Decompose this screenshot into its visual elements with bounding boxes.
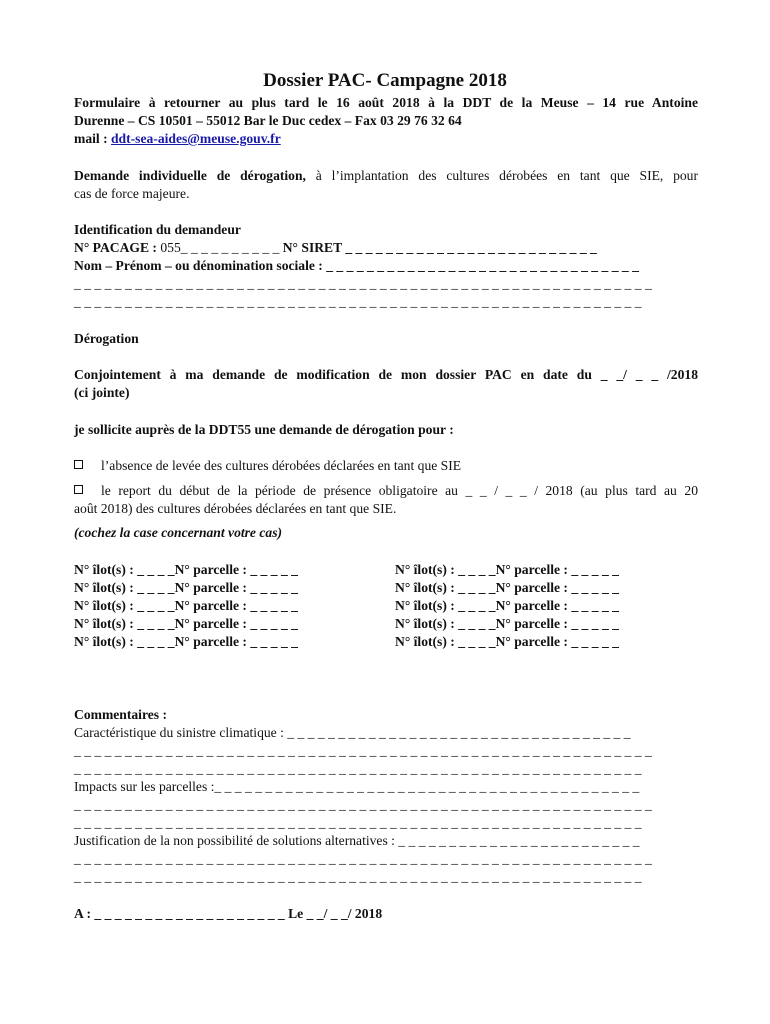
parcel-row[interactable]: N° îlot(s) : _ _ _ _N° parcelle : _ _ _ _ _: [74, 616, 298, 631]
option-report-line-2: août 2018) des cultures dérobées déclarées en tant que SIE.: [74, 501, 397, 516]
request-line-2: cas de force majeure.: [74, 186, 190, 201]
sinistre-field[interactable]: Caractéristique du sinistre climatique : _ _ _ _ _ _ _ _ _ _ _ _ _ _ _ _ _ _ _ _ _ _ _ _ _ _ _ _ _ _ _ _ _ _: [74, 725, 631, 740]
request-line-1: [74, 167, 698, 185]
header-mail-line: [74, 130, 281, 148]
parcel-column-right: [395, 561, 619, 651]
parcel-row[interactable]: N° îlot(s) : _ _ _ _N° parcelle : _ _ _ _ _: [395, 562, 619, 577]
request-text: à l’implantation des cultures dérobées en tant que SIE, pour: [305, 168, 699, 183]
parcel-row[interactable]: N° îlot(s) : _ _ _ _N° parcelle : _ _ _ _ _: [74, 580, 298, 595]
joint-line-2: (ci jointe): [74, 385, 130, 400]
option-report-label: le report du début de la période de présence obligatoire au _ _ / _ _ / 2018 (au plus tard au 20: [101, 483, 698, 498]
justification-fill-line-1[interactable]: _ _ _ _ _ _ _ _ _ _ _ _ _ _ _ _ _ _ _ _ _ _ _ _ _ _ _ _ _ _ _ _ _ _ _ _ _ _ _ _ _ _ _ _ _ _ _ _ _ _ _ _ _ _ _ _ _: [74, 851, 652, 866]
name-field[interactable]: Nom – Prénom – ou dénomination sociale : _ _ _ _ _ _ _ _ _ _ _ _ _ _ _ _ _ _ _ _ _ _ _ _ _ _ _ _ _ _ _: [74, 258, 639, 273]
solicit-line: je sollicite auprès de la DDT55 une demande de dérogation pour :: [74, 422, 454, 437]
checkbox-report[interactable]: [74, 485, 83, 494]
justification-fill-line-2[interactable]: _ _ _ _ _ _ _ _ _ _ _ _ _ _ _ _ _ _ _ _ _ _ _ _ _ _ _ _ _ _ _ _ _ _ _ _ _ _ _ _ _ _ _ _ _ _ _ _ _ _ _ _ _ _ _ _: [74, 869, 642, 884]
checkbox-absence[interactable]: [74, 460, 83, 469]
instruction-text: (cochez la case concernant votre cas): [74, 525, 283, 540]
parcel-column-left: [74, 561, 298, 651]
header-line-1: Formulaire à retourner au plus tard le 16 août 2018 à la DDT de la Meuse – 14 rue Antoine: [74, 95, 698, 110]
option-absence[interactable]: [74, 457, 461, 475]
parcel-row[interactable]: N° îlot(s) : _ _ _ _N° parcelle : _ _ _ _ _: [395, 616, 619, 631]
mail-label: mail :: [74, 131, 111, 146]
parcel-row[interactable]: N° îlot(s) : _ _ _ _N° parcelle : _ _ _ _ _: [74, 598, 298, 613]
name-fill-line-1[interactable]: _ _ _ _ _ _ _ _ _ _ _ _ _ _ _ _ _ _ _ _ _ _ _ _ _ _ _ _ _ _ _ _ _ _ _ _ _ _ _ _ _ _ _ _ _ _ _ _ _ _ _ _ _ _ _ _ _: [74, 276, 652, 291]
parcel-row[interactable]: N° îlot(s) : _ _ _ _N° parcelle : _ _ _ _ _: [395, 598, 619, 613]
impacts-fill-line-2[interactable]: _ _ _ _ _ _ _ _ _ _ _ _ _ _ _ _ _ _ _ _ _ _ _ _ _ _ _ _ _ _ _ _ _ _ _ _ _ _ _ _ _ _ _ _ _ _ _ _ _ _ _ _ _ _ _ _: [74, 815, 642, 830]
request-title: Demande individuelle de dérogation,: [74, 168, 306, 183]
pacage-field[interactable]: 055_ _ _ _ _ _ _ _ _ _: [160, 240, 280, 255]
document-title: Dossier PAC- Campagne 2018: [263, 70, 507, 91]
pacage-label: N° PACAGE :: [74, 240, 161, 255]
comments-heading: Commentaires :: [74, 707, 167, 722]
sinistre-fill-line-2[interactable]: _ _ _ _ _ _ _ _ _ _ _ _ _ _ _ _ _ _ _ _ _ _ _ _ _ _ _ _ _ _ _ _ _ _ _ _ _ _ _ _ _ _ _ _ _ _ _ _ _ _ _ _ _ _ _ _: [74, 761, 642, 776]
name-fill-line-2[interactable]: _ _ _ _ _ _ _ _ _ _ _ _ _ _ _ _ _ _ _ _ _ _ _ _ _ _ _ _ _ _ _ _ _ _ _ _ _ _ _ _ _ _ _ _ _ _ _ _ _ _ _ _ _ _ _ _: [74, 294, 642, 309]
impacts-field[interactable]: Impacts sur les parcelles :_ _ _ _ _ _ _ _ _ _ _ _ _ _ _ _ _ _ _ _ _ _ _ _ _ _ _ _ _ _ _ _ _ _ _ _ _ _ _ _ _ _: [74, 779, 640, 794]
identification-heading: Identification du demandeur: [74, 222, 241, 237]
justification-field[interactable]: Justification de la non possibilité de solutions alternatives : _ _ _ _ _ _ _ _ _ _ _ _ _ _ _ _ _ _ _ _ _ _ _ _: [74, 833, 640, 848]
parcel-row[interactable]: N° îlot(s) : _ _ _ _N° parcelle : _ _ _ _ _: [74, 634, 298, 649]
mail-link[interactable]: ddt-sea-aides@meuse.gouv.fr: [111, 131, 281, 146]
derogation-heading: Dérogation: [74, 331, 139, 346]
parcel-row[interactable]: N° îlot(s) : _ _ _ _N° parcelle : _ _ _ _ _: [395, 580, 619, 595]
parcel-row[interactable]: N° îlot(s) : _ _ _ _N° parcelle : _ _ _ _ _: [74, 562, 298, 577]
sinistre-fill-line-1[interactable]: _ _ _ _ _ _ _ _ _ _ _ _ _ _ _ _ _ _ _ _ _ _ _ _ _ _ _ _ _ _ _ _ _ _ _ _ _ _ _ _ _ _ _ _ _ _ _ _ _ _ _ _ _ _ _ _ _: [74, 743, 652, 758]
option-report[interactable]: [74, 482, 698, 500]
impacts-fill-line-1[interactable]: _ _ _ _ _ _ _ _ _ _ _ _ _ _ _ _ _ _ _ _ _ _ _ _ _ _ _ _ _ _ _ _ _ _ _ _ _ _ _ _ _ _ _ _ _ _ _ _ _ _ _ _ _ _ _ _ _: [74, 797, 652, 812]
parcel-row[interactable]: N° îlot(s) : _ _ _ _N° parcelle : _ _ _ _ _: [395, 634, 619, 649]
joint-line-1: Conjointement à ma demande de modification de mon dossier PAC en date du _ _/ _ _ /2018: [74, 367, 698, 382]
header-line-2: Durenne – CS 10501 – 55012 Bar le Duc cedex – Fax 03 29 76 32 64: [74, 113, 462, 128]
pacage-siret-line: [74, 239, 597, 257]
signature-place-date[interactable]: A : _ _ _ _ _ _ _ _ _ _ _ _ _ _ _ _ _ _ _ Le _ _/ _ _/ 2018: [74, 906, 383, 921]
siret-field[interactable]: N° SIRET _ _ _ _ _ _ _ _ _ _ _ _ _ _ _ _ _ _ _ _ _ _ _ _ _: [279, 240, 597, 255]
option-absence-label: l’absence de levée des cultures dérobées déclarées en tant que SIE: [101, 458, 462, 473]
